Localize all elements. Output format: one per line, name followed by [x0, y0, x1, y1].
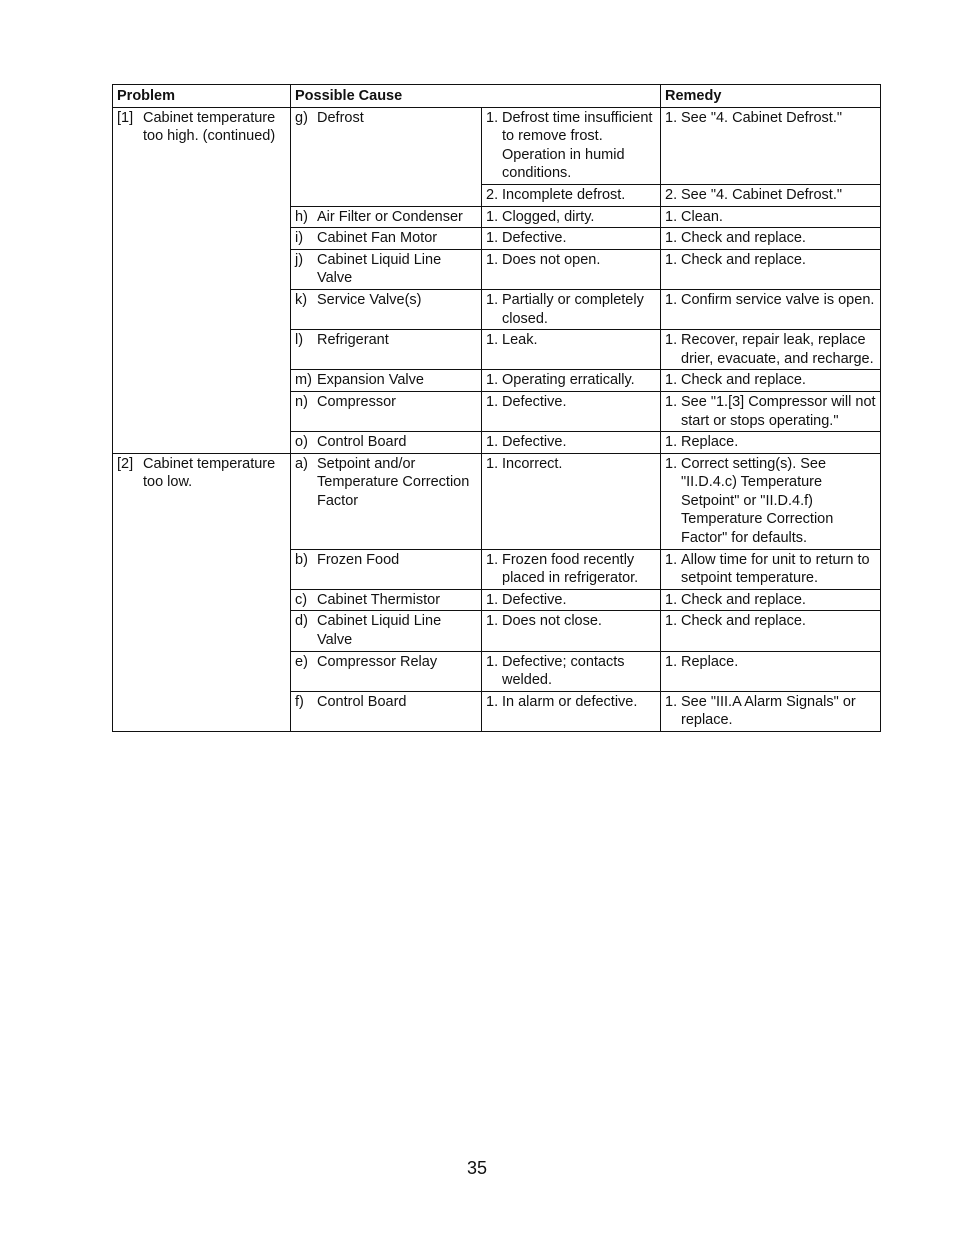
remedy-text: Allow time for unit to return to setpoint temperature. — [681, 551, 870, 587]
detail-number: 1. — [486, 291, 499, 308]
detail-text: Partially or completely closed. — [502, 291, 644, 327]
remedy-number: 1. — [665, 393, 678, 410]
cause-letter: o) — [295, 434, 308, 451]
cause-cell — [291, 691, 482, 731]
remedy-cell — [661, 611, 881, 651]
remedy-text: Check and replace. — [681, 372, 806, 389]
problem-cell — [113, 107, 291, 453]
remedy-text: See "III.A Alarm Signals" or replace. — [681, 693, 856, 729]
detail-text: Defective. — [502, 591, 567, 608]
cause-text: Cabinet Fan Motor — [317, 230, 438, 247]
detail-number: 1. — [486, 434, 499, 451]
problem-text: Cabinet temperature too low. — [143, 455, 276, 491]
detail-text: Incorrect. — [502, 455, 563, 472]
remedy-text: Check and replace. — [681, 591, 806, 608]
detail-text: Leak. — [502, 332, 538, 349]
remedy-number: 1. — [665, 109, 678, 126]
detail-text: In alarm or defective. — [502, 693, 638, 710]
cause-text: Frozen Food — [317, 551, 400, 568]
cause-text: Refrigerant — [317, 332, 389, 349]
detail-text: Defective. — [502, 434, 567, 451]
cause-cell — [291, 206, 482, 228]
cause-detail-cell — [482, 184, 661, 206]
cause-text: Control Board — [317, 434, 407, 451]
cause-detail-cell — [482, 107, 661, 184]
remedy-text: Recover, repair leak, replace drier, evacuate, and recharge. — [681, 332, 874, 367]
detail-text: Defrost time insufficient to remove frost. Operation in humid conditions. — [502, 109, 653, 182]
detail-text: Defective. — [502, 393, 567, 410]
remedy-cell — [661, 589, 881, 611]
table-row — [113, 107, 881, 184]
remedy-number: 1. — [665, 230, 678, 247]
remedy-number: 1. — [665, 551, 678, 568]
detail-text: Does not close. — [502, 613, 602, 630]
cause-letter: m) — [295, 372, 312, 389]
detail-text: Defective. — [502, 230, 567, 247]
cause-cell — [291, 249, 482, 289]
cause-text: Cabinet Liquid Line Valve — [317, 613, 442, 649]
header-remedy: Remedy — [661, 85, 881, 108]
cause-text: Compressor — [317, 393, 396, 410]
detail-number: 1. — [486, 251, 499, 268]
remedy-text: Replace. — [681, 434, 739, 451]
cause-detail-cell — [482, 589, 661, 611]
cause-detail-cell — [482, 691, 661, 731]
page-number: 35 — [466, 1158, 488, 1178]
remedy-cell — [661, 228, 881, 250]
detail-number: 1. — [486, 591, 499, 608]
detail-text: Frozen food recently placed in refrigerator. — [502, 551, 639, 587]
remedy-cell — [661, 691, 881, 731]
cause-letter: g) — [295, 109, 308, 126]
cause-cell — [291, 549, 482, 589]
problem-number: [1] — [117, 109, 134, 126]
cause-cell — [291, 589, 482, 611]
remedy-number: 1. — [665, 653, 678, 670]
remedy-number: 1. — [665, 332, 678, 349]
detail-number: 2. — [486, 186, 499, 203]
cause-detail-cell — [482, 249, 661, 289]
detail-number: 1. — [486, 613, 499, 630]
cause-letter: j) — [295, 251, 304, 268]
cause-cell — [291, 107, 482, 206]
remedy-text: Clean. — [681, 208, 723, 225]
remedy-number: 2. — [665, 186, 678, 203]
remedy-number: 1. — [665, 591, 678, 608]
detail-number: 1. — [486, 372, 499, 389]
remedy-text: See "1.[3] Compressor will not start or stops operating." — [681, 393, 876, 429]
detail-number: 1. — [486, 230, 499, 247]
cause-cell — [291, 289, 482, 329]
detail-number: 1. — [486, 455, 499, 472]
troubleshooting-table — [112, 84, 881, 732]
cause-letter: f) — [295, 693, 304, 710]
cause-text: Cabinet Thermistor — [317, 591, 441, 608]
remedy-number: 1. — [665, 613, 678, 630]
remedy-cell — [661, 432, 881, 454]
detail-number: 1. — [486, 393, 499, 410]
remedy-number: 1. — [665, 693, 678, 710]
detail-text: Defective; contacts welded. — [502, 653, 625, 689]
cause-cell — [291, 391, 482, 431]
cause-letter: l) — [295, 332, 304, 349]
cause-letter: n) — [295, 393, 308, 410]
cause-cell — [291, 330, 482, 370]
remedy-cell — [661, 289, 881, 329]
problem-cell — [113, 453, 291, 731]
cause-detail-cell — [482, 391, 661, 431]
detail-number: 1. — [486, 109, 499, 126]
cause-letter: b) — [295, 551, 308, 568]
cause-text: Service Valve(s) — [317, 291, 422, 308]
remedy-text: Confirm service valve is open. — [681, 291, 875, 308]
cause-detail-cell — [482, 432, 661, 454]
remedy-cell — [661, 549, 881, 589]
cause-cell — [291, 228, 482, 250]
cause-letter: i) — [295, 230, 304, 247]
cause-detail-cell — [482, 611, 661, 651]
cause-text: Expansion Valve — [317, 372, 424, 389]
cause-letter: h) — [295, 208, 308, 225]
cause-cell — [291, 611, 482, 651]
detail-text: Does not open. — [502, 251, 601, 268]
cause-text: Defrost — [317, 109, 364, 126]
remedy-number: 1. — [665, 455, 678, 472]
cause-letter: e) — [295, 653, 308, 670]
cause-cell — [291, 453, 482, 549]
remedy-cell — [661, 206, 881, 228]
problem-text: Cabinet temperature too high. (continued) — [143, 109, 276, 145]
cause-cell — [291, 370, 482, 392]
detail-number: 1. — [486, 551, 499, 568]
cause-letter: d) — [295, 613, 308, 630]
cause-detail-cell — [482, 453, 661, 549]
detail-number: 1. — [486, 693, 499, 710]
detail-text: Operating erratically. — [502, 372, 635, 389]
cause-text: Setpoint and/or Temperature Correction Factor — [317, 455, 470, 509]
cause-detail-cell — [482, 651, 661, 691]
cause-text: Cabinet Liquid Line Valve — [317, 251, 442, 287]
cause-detail-cell — [482, 549, 661, 589]
remedy-text: Check and replace. — [681, 230, 806, 247]
problem-number: [2] — [117, 455, 134, 472]
header-row — [113, 85, 881, 108]
remedy-cell — [661, 330, 881, 370]
detail-text: Incomplete defrost. — [502, 186, 626, 203]
table-row — [113, 453, 881, 549]
header-possible-cause: Possible Cause — [291, 85, 661, 108]
cause-text: Compressor Relay — [317, 653, 438, 670]
cause-cell — [291, 432, 482, 454]
cause-letter: a) — [295, 455, 308, 472]
cause-cell — [291, 651, 482, 691]
remedy-number: 1. — [665, 372, 678, 389]
remedy-number: 1. — [665, 251, 678, 268]
cause-letter: k) — [295, 291, 308, 308]
remedy-number: 1. — [665, 434, 678, 451]
remedy-text: See "4. Cabinet Defrost." — [681, 186, 843, 203]
cause-detail-cell — [482, 206, 661, 228]
remedy-number: 1. — [665, 208, 678, 225]
remedy-cell — [661, 249, 881, 289]
cause-detail-cell — [482, 289, 661, 329]
remedy-text: See "4. Cabinet Defrost." — [681, 109, 843, 126]
cause-detail-cell — [482, 228, 661, 250]
cause-text: Control Board — [317, 693, 407, 710]
detail-number: 1. — [486, 332, 499, 349]
remedy-cell — [661, 370, 881, 392]
remedy-cell — [661, 184, 881, 206]
remedy-cell — [661, 391, 881, 431]
remedy-text: Replace. — [681, 653, 739, 670]
remedy-cell — [661, 107, 881, 184]
remedy-cell — [661, 453, 881, 549]
remedy-text: Check and replace. — [681, 251, 806, 268]
remedy-cell — [661, 651, 881, 691]
detail-number: 1. — [486, 653, 499, 670]
cause-detail-cell — [482, 330, 661, 370]
remedy-text: Check and replace. — [681, 613, 806, 630]
cause-detail-cell — [482, 370, 661, 392]
detail-text: Clogged, dirty. — [502, 208, 595, 225]
cause-letter: c) — [295, 591, 308, 608]
header-problem: Problem — [113, 85, 291, 108]
cause-text: Air Filter or Condenser — [317, 208, 463, 225]
detail-number: 1. — [486, 208, 499, 225]
remedy-number: 1. — [665, 291, 678, 308]
remedy-text: Correct setting(s). See "II.D.4.c) Temperature Setpoint" or "II.D.4.f) Temperature Correction Factor" for defaults. — [681, 455, 834, 547]
